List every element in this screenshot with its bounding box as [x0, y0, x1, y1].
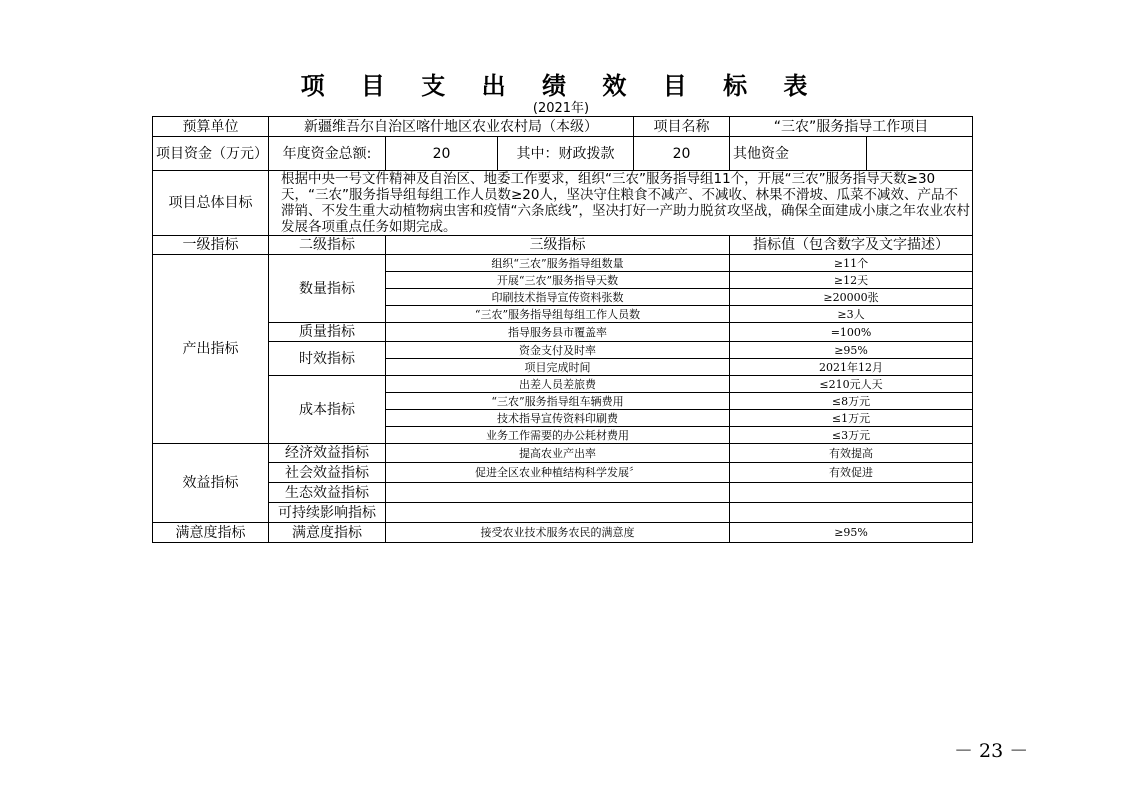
fiscal-funds-value: 20 [634, 137, 730, 171]
quantity-indicators-label: 数量指标 [269, 255, 386, 323]
indicator-name: “三农”服务指导组每组工作人员数 [386, 306, 730, 323]
indicator-name: 印刷技术指导宣传资料张数 [386, 289, 730, 306]
goal-row [153, 171, 973, 236]
indicator-name: 开展“三农”服务指导天数 [386, 272, 730, 289]
indicator-name: 提高农业产出率 [386, 444, 730, 463]
annual-total-value: 20 [386, 137, 498, 171]
column-header-row [153, 236, 973, 255]
budget-unit-value: 新疆维吾尔自治区喀什地区农业农村局（本级） [269, 117, 634, 137]
quality-indicators-label: 质量指标 [269, 323, 386, 342]
indicator-name: 指导服务县市覆盖率 [386, 323, 730, 342]
satisfaction-row [153, 523, 973, 543]
indicator-name: 出差人员差旅费 [386, 376, 730, 393]
project-name-label: 项目名称 [634, 117, 730, 137]
indicator-value: ≥20000张 [730, 289, 973, 306]
output-indicators-label: 产出指标 [153, 255, 269, 444]
page-title: 项 目 支 出 绩 效 目 标 表 [300, 72, 822, 100]
performance-table [152, 116, 973, 543]
col-value-header: 指标值（包含数字及文字描述） [730, 236, 973, 255]
other-funds-value [867, 137, 973, 171]
benefit-indicators-label: 效益指标 [153, 444, 269, 523]
indicator-name: 接受农业技术服务农民的满意度 [386, 523, 730, 543]
indicator-name: 资金支付及时率 [386, 342, 730, 359]
indicator-value: ≤8万元 [730, 393, 973, 410]
indicator-value: ≥11个 [730, 255, 973, 272]
indicator-name: 促进全区农业种植结构科学发展〞 [386, 463, 730, 483]
fiscal-funds-label: 其中：财政拨款 [498, 137, 634, 171]
indicator-name: 组织“三农”服务指导组数量 [386, 255, 730, 272]
funds-label: 项目资金（万元） [153, 137, 269, 171]
satisfaction-level1-label: 满意度指标 [153, 523, 269, 543]
benefit-level2-label: 经济效益指标 [269, 444, 386, 463]
col-level2-header: 二级指标 [269, 236, 386, 255]
indicator-value: ≤1万元 [730, 410, 973, 427]
table-row [153, 483, 973, 503]
indicator-name [386, 503, 730, 523]
table-row [153, 255, 973, 272]
funds-row [153, 137, 973, 171]
cost-indicators-label: 成本指标 [269, 376, 386, 444]
table-row [153, 444, 973, 463]
indicator-value: ≥95% [730, 342, 973, 359]
other-funds-label: 其他资金 [730, 137, 867, 171]
indicator-value: 2021年12月 [730, 359, 973, 376]
col-level1-header: 一级指标 [153, 236, 269, 255]
timeliness-indicators-label: 时效指标 [269, 342, 386, 376]
indicator-name: 项目完成时间 [386, 359, 730, 376]
table-row [153, 376, 973, 393]
satisfaction-level2-label: 满意度指标 [269, 523, 386, 543]
benefit-level2-label: 社会效益指标 [269, 463, 386, 483]
goal-text: 根据中央一号文件精神及自治区、地委工作要求，组织“三农”服务指导组11个，开展“三农”服务指导天数≥30天，“三农”服务指导组每组工作人员数≥20人，坚决守住粮食不减产、不减收、林果不滑坡、瓜菜不减效、产品不滞销、不发生重大动植物病虫害和疫情“六条底线”，坚决打好一产助力脱贫攻坚战，确保全面建成小康之年农业农村发展各项重点任务如期完成。 [269, 171, 973, 236]
indicator-value: ≤210元人天 [730, 376, 973, 393]
table-row [153, 342, 973, 359]
table-row [153, 503, 973, 523]
indicator-value: ≥95% [730, 523, 973, 543]
indicator-value [730, 483, 973, 503]
indicator-value: ≥12天 [730, 272, 973, 289]
page-number: － 23 － [954, 740, 1029, 762]
indicator-value: =100% [730, 323, 973, 342]
annual-total-label: 年度资金总额: [269, 137, 386, 171]
project-name-value: “三农”服务指导工作项目 [730, 117, 973, 137]
indicator-value: 有效促进 [730, 463, 973, 483]
indicator-name: “三农”服务指导组车辆费用 [386, 393, 730, 410]
table-row [153, 323, 973, 342]
indicator-value [730, 503, 973, 523]
indicator-value: ≥3人 [730, 306, 973, 323]
budget-unit-row [153, 117, 973, 137]
year-label: (2021年) [532, 101, 590, 116]
indicator-name: 业务工作需要的办公耗材费用 [386, 427, 730, 444]
budget-unit-label: 预算单位 [153, 117, 269, 137]
indicator-name: 技术指导宣传资料印刷费 [386, 410, 730, 427]
indicator-value: 有效提高 [730, 444, 973, 463]
indicator-value: ≤3万元 [730, 427, 973, 444]
col-level3-header: 三级指标 [386, 236, 730, 255]
benefit-level2-label: 可持续影响指标 [269, 503, 386, 523]
goal-label: 项目总体目标 [153, 171, 269, 236]
indicator-name [386, 483, 730, 503]
table-row [153, 463, 973, 483]
benefit-level2-label: 生态效益指标 [269, 483, 386, 503]
